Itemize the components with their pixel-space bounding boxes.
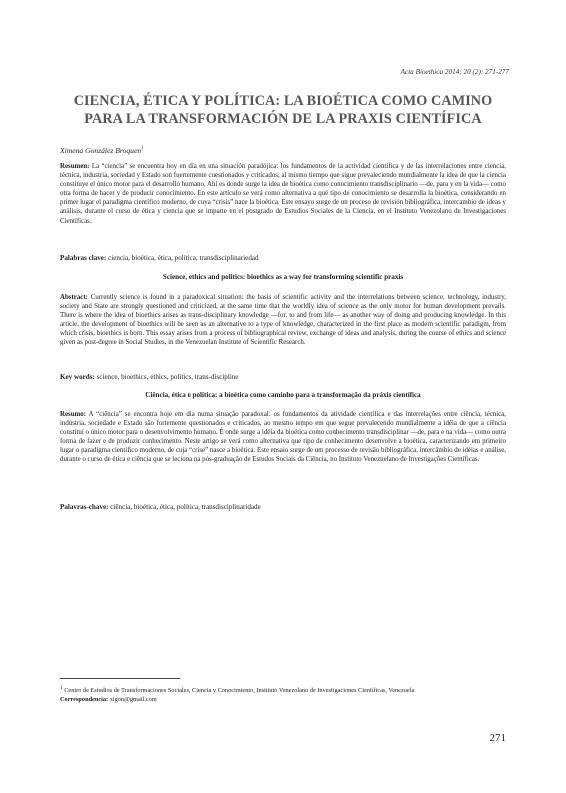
palavras-chave-label: Palavras-chave: bbox=[60, 503, 109, 511]
resumen-text: La “ciencia” se encuentra hoy en día en una situación paradójica: los fundamentos de la actividad científica y de las interrelaciones entre ciencia, técnica, industria, sociedad y Estado son fuertemente cuestionados y criticados, al mismo tiempo que sigue prevaleciendo mundialmente la idea de que la ciencia constituye el único motor para el desarrollo humano. Ahí es donde surge la idea de bioética como conocimiento transdisciplinario —de, para y en la vida— como otra forma de hacer y de producir conocimiento. En este artículo se verá como alternativa a qué tipo de conocimiento se desarrolla la bioética, considerando en primer lugar el paradigma científico moderno, de cuya “crisis” nace la bioética. Este ensayo surge de un proceso de revisión bibliográfica, intercambio de ideas y análisis, durante el curso de ética y ciencia que se imparte en el postgrado de Estudios Sociales de la Ciencia, en el Instituto Venezolano de Investigaciones Científicas. bbox=[60, 163, 506, 225]
key-words-label: Key words: bbox=[60, 373, 95, 381]
article-title bbox=[60, 92, 506, 128]
portuguese-title: Ciência, ética e política: a bioética como caminho para a transformação da práxis científica bbox=[145, 391, 421, 399]
resumo-text: A “ciência” se encontra hoje em dia numa situação paradoxal: os fundamentos da atividade científica e das interrelações entre ciência, técnica, indústria, sociedade e Estado são fortemente questionados e criticados, ao mesmo tempo em que segue prevalecendo mundialmente a idéia de que a ciência constitui o único motor para o desenvolvimento humano. É onde surge a idéia da bioética como conhecimento transdisciplinar —de, para e na vida— como outra forma de fazer e de produzir conhecimento. Neste artigo se verá como alternativa que tipo de conhecimento desenvolve a bioética, caracterizando em primeiro lugar o paradigma científico moderno, de cuja “crise” nasce a bioética. Este ensaio surge de um processo de revisão bibliográfica, intercâmbio de idéias e análise, durante o curso de ética e ciência que se leciona na pós-graduação de Estudos Sociais da Ciência, no Instituto Venezuelano de Investigações Científicas. bbox=[60, 411, 506, 464]
footnote-divider bbox=[60, 678, 180, 679]
author-footnote-mark: 1 bbox=[141, 146, 144, 152]
author-name bbox=[60, 146, 144, 155]
palabras-clave bbox=[60, 254, 506, 262]
abstract-label: Abstract: bbox=[60, 294, 88, 301]
abstract-text: Currently science is found in a paradoxical situation: the basis of scientific activity and the interrelations between science, technology, industry, society and State are strongly questioned and criticized, at the same time that the worldly idea of science as the only motor for human development prevails. There is where the idea of bioethics arises as trans-disciplinary knowledge —for, to and from life— as another way of doing and producing knowledge. In this article, the development of bioethics will be seen as an alternative to a type of knowledge, characterized in the first place as modern scientific paradigm, from which crisis, bioethics is born. This essay arises from a process of bibliographical review, exchange of ideas and analysis, during the course of ethics and science given as post-degree in Social Studies, in the Venezuelan Institute of Scientific Research. bbox=[60, 294, 506, 347]
palabras-clave-label: Palabras clave: bbox=[60, 254, 107, 262]
journal-citation: Acta Bioethica 2014; 20 (2): 271-277 bbox=[400, 68, 509, 76]
resumo-label: Resumo: bbox=[60, 411, 87, 418]
footnote bbox=[60, 684, 506, 704]
palabras-clave-text: ciencia, bioética, ética, política, transdisciplinariedad bbox=[108, 254, 259, 262]
footnote-line-2 bbox=[60, 695, 506, 704]
resumen-paragraph bbox=[60, 162, 506, 226]
footnote-correspondence-email[interactable]: xigon@gmail.com bbox=[109, 696, 157, 704]
palavras-chave-text: ciência, bioética, ética, política, transdisciplinaridade bbox=[110, 503, 261, 511]
footnote-affiliation: Centro de Estudios de Transformaciones Sociales, Ciencia y Conocimiento, Instituto Venezolano de Investigaciones Científicas, Venezuela bbox=[64, 687, 415, 695]
resumo-paragraph bbox=[60, 410, 506, 465]
title-line-2: PARA LA TRANSFORMACIÓN DE LA PRAXIS CIENTÍFICA bbox=[84, 111, 482, 127]
page-number: 271 bbox=[489, 732, 506, 744]
abstract-paragraph bbox=[60, 293, 506, 348]
footnote-mark: 1 bbox=[60, 685, 63, 691]
key-words bbox=[60, 373, 506, 381]
palavras-chave bbox=[60, 503, 506, 511]
title-line-1: CIENCIA, ÉTICA Y POLÍTICA: LA BIOÉTICA COMO CAMINO bbox=[73, 93, 493, 109]
resumen-label: Resumen: bbox=[60, 163, 90, 170]
english-title: Science, ethics and politics: bioethics as a way for transforming scientific praxis bbox=[162, 273, 404, 281]
key-words-text: science, bioethics, ethics, politics, trans-discipline bbox=[96, 373, 239, 381]
footnote-correspondence-label: Correspondencia: bbox=[60, 696, 109, 704]
author-name-text: Ximena González Broquen bbox=[60, 146, 142, 155]
footnote-line-1 bbox=[60, 684, 506, 695]
